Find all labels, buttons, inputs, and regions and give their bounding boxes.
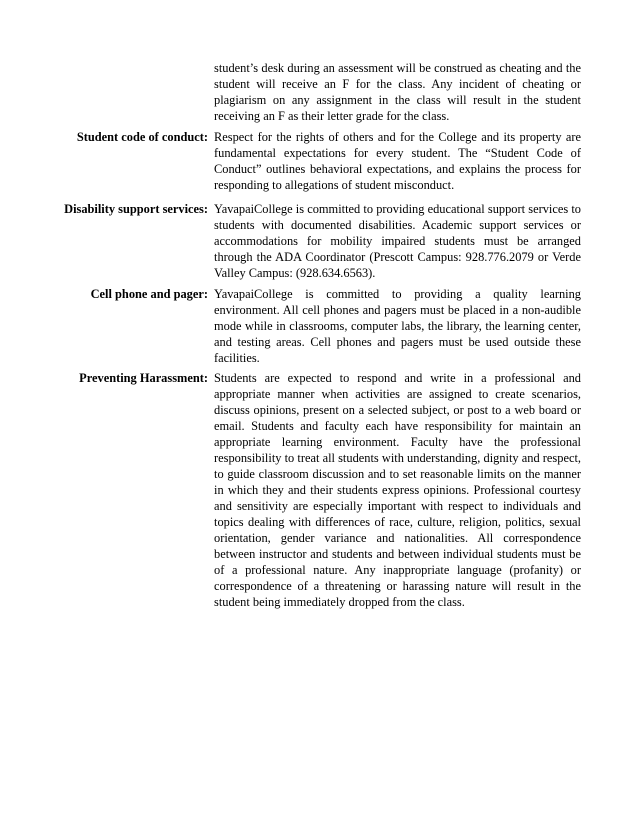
section-text: YavapaiCollege is committed to providing educational support services to students with documented disabilities. Academic support services or accommodations for mobility impaired students must be arranged through the ADA Coordinator (Prescott Campus: 928.776.2079 or Verde Valley Campus: (928.634.6563). <box>214 202 581 280</box>
section-label: Cell phone and pager: <box>90 287 208 301</box>
section-text: student’s desk during an assessment will be construed as cheating and the student will receive an F for the class. Any incident of cheating or plagiarism on any assignment in the class will result in the student receiving an F as their letter grade for the class. <box>214 61 581 123</box>
section-text: Students are expected to respond and write in a professional and appropriate manner when activities are assigned to create scenarios, discuss opinions, present on a selected subject, or post to a web board or email. Students and faculty each have responsibility for maintain an appropriate learning environment. Faculty have the professional responsibility to treat all students with understanding, dignity and respect, to guide classroom discussion and to set reasonable limits on the manner in which they and their students express opinions. Professional courtesy and sensitivity are especially important with respect to individuals and topics dealing with differences of race, culture, religion, politics, sexual orientation, gender variance and nationalities. All correspondence between instructor and students and between individual students must be of a professional nature. Any inappropriate language (profanity) or correspondence of a threatening or harassing nature will result in the student being immediately dropped from the class. <box>214 371 581 609</box>
section-text: Respect for the rights of others and for the College and its property are fundamental expectations for every student. The “Student Code of Conduct” outlines behavioral expectations, and explains the process for responding to allegations of student misconduct. <box>214 130 581 192</box>
section-label: Disability support services: <box>64 202 208 216</box>
section-label: Preventing Harassment: <box>79 371 208 385</box>
section-text: YavapaiCollege is committed to providing a quality learning environment. All cell phones and pagers must be placed in a non-audible mode while in classrooms, computer labs, the library, the learning center, and testing areas. Cell phones and pagers must be used outside these facilities. <box>214 287 581 365</box>
section-label: Student code of conduct: <box>76 130 208 144</box>
